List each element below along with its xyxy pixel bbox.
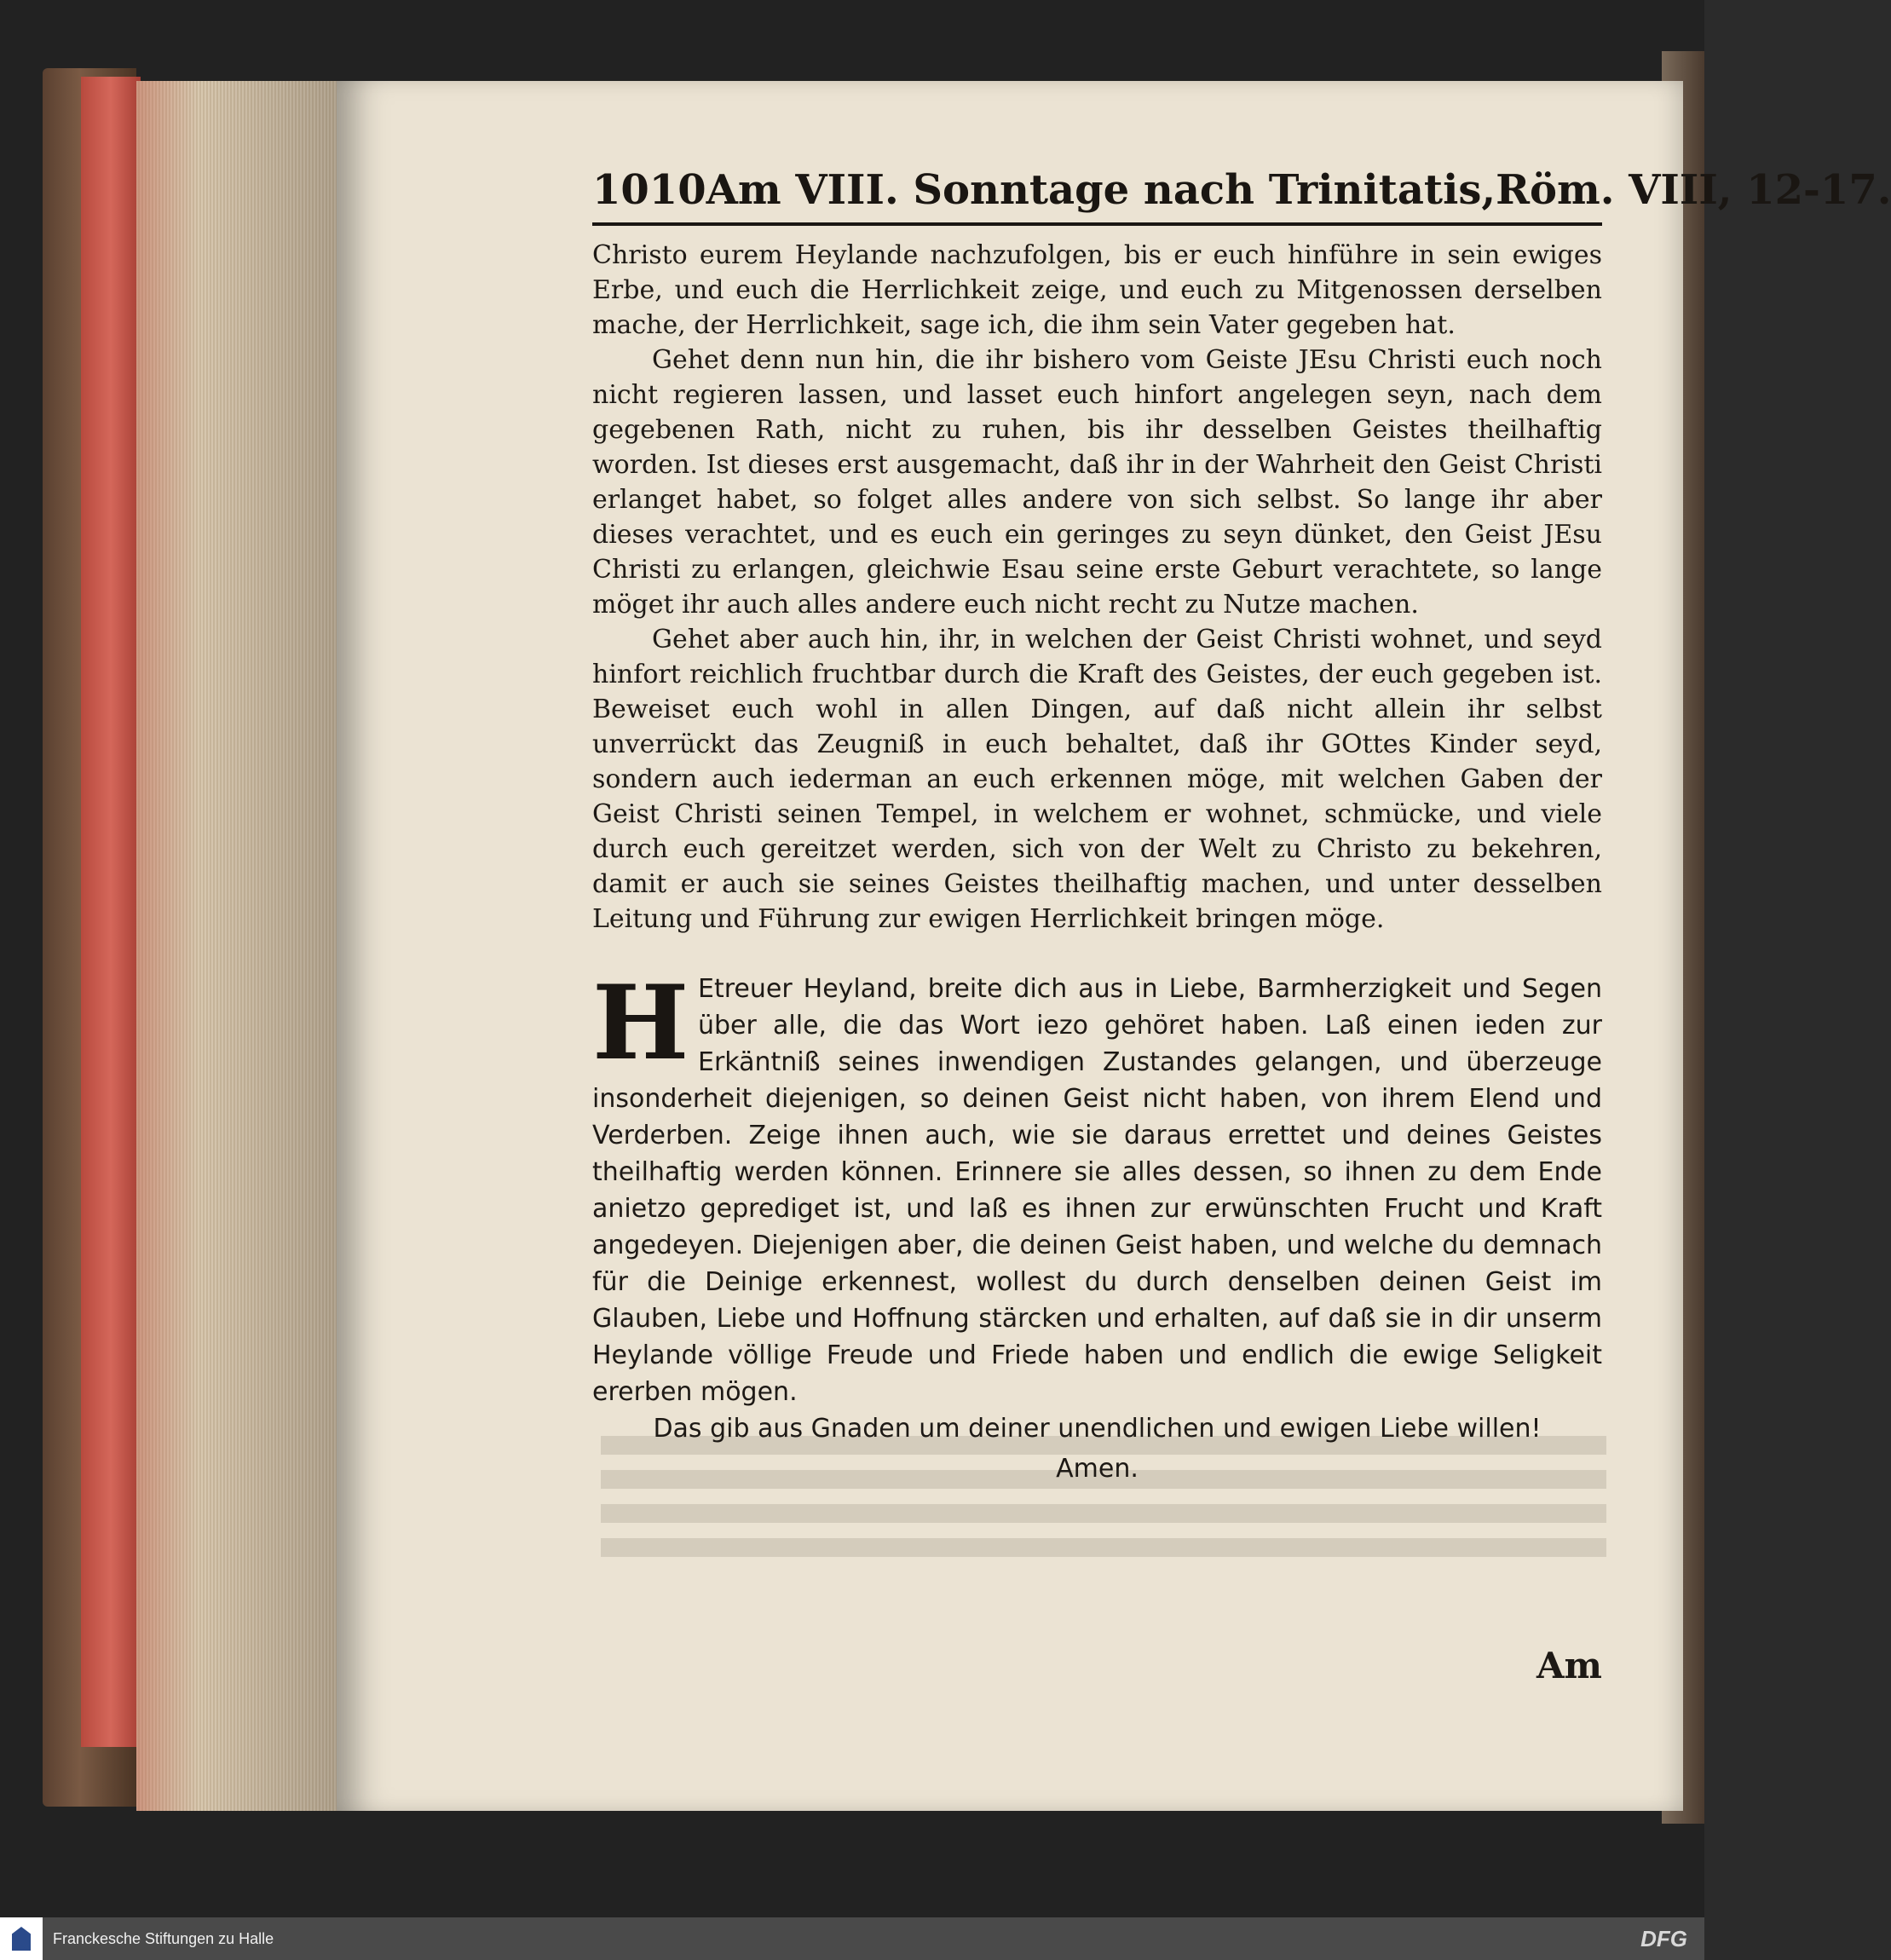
prayer-closing-line: Das gib aus Gnaden um deiner unendlichen und ewigen Liebe willen!	[653, 1414, 1542, 1444]
closing-prayer	[592, 963, 1602, 1410]
decorated-initial: H	[592, 963, 689, 1083]
viewer-footer	[0, 1917, 1704, 1960]
page-block-edge	[136, 81, 341, 1811]
page-edge-red	[81, 77, 141, 1747]
institution-logo-icon	[0, 1917, 43, 1960]
running-header	[592, 166, 1891, 226]
running-title: Am VIII. Sonntage nach Trinitatis,	[706, 166, 1496, 214]
paragraph-exhortation-1: Gehet denn nun hin, die ihr bishero vom Geiste JEsu Christi euch noch nicht regieren lassen, und lasset euch hinfort angelegen seyn, nach dem gegebenen Rath, nicht zu ruhen, bis ihr desselben Geistes theilhaftig worden. Ist dieses erst ausgemacht, daß ihr in der Wahrheit den Geist Christi erlanget habet, so folget alles andere von sich selbst. So lange ihr aber dieses verachtet, und es euch ein geringes zu seyn dünket, den Geist JEsu Christi zu erlangen, gleichwie Esau seine erste Geburt verachtete, so lange möget ihr auch alles andere euch nicht recht zu Nutze machen.	[592, 345, 1602, 620]
catchword: Am	[1536, 1645, 1602, 1686]
amen: Amen.	[1056, 1454, 1139, 1484]
institution-name: Franckesche Stiftungen zu Halle	[53, 1929, 274, 1947]
book-page	[337, 81, 1891, 1811]
page-content	[592, 166, 1891, 1686]
scripture-reference: Röm. VIII, 12-17.	[1496, 166, 1891, 214]
paragraph-exhortation-2: Gehet aber auch hin, ihr, in welchen der Geist Christi wohnet, und seyd hinfort reichlich fruchtbar durch die Kraft des Geistes, der euch gegeben ist. Beweiset euch wohl in allen Dingen, auf daß nicht allein ihr selbst unverrückt das Zeugniß in euch behaltet, daß ihr GOttes Kinder seyd, sondern auch iederman an euch erkennen möge, mit welchen Gaben der Geist Christi seinen Tempel, in welchem er wohnet, schmücke, und viele durch euch gereitzet werden, sich von der Welt zu Christo zu bekehren, damit er auch sie seines Geistes theilhaftig machen, und unter desselben Leitung und Führung zur ewigen Herrlichkeit bringen möge.	[592, 625, 1602, 934]
page-number: 1010	[592, 166, 706, 214]
dfg-logo: DFG	[1640, 1926, 1687, 1951]
sermon-text	[592, 238, 1602, 937]
paragraph-continuation: Christo eurem Heylande nachzufolgen, bis er euch hinführe in sein ewiges Erbe, und euch die Herrlichkeit zeige, und euch zu Mitgenossen derselben mache, der Herrlichkeit, sage ich, die ihm sein Vater gegeben hat.	[592, 240, 1602, 340]
prayer-text: Etreuer Heyland, breite dich aus in Liebe, Barmherzigkeit und Segen über alle, die das Wort iezo gehöret haben. Laß einen ieden zur Erkäntniß seines inwendigen Zustandes gelangen, und überzeuge insonderheit diejenigen, so deinen Geist nicht haben, von ihrem Elend und Verderben. Zeige ihnen auch, wie sie daraus errettet und deines Geistes theilhaftig werden können. Erinnere sie alles dessen, so ihnen zu dem Ende anietzo geprediget ist, und laß es ihnen zur erwünschten Frucht und Kraft angedeyen. Diejenigen aber, die deinen Geist haben, und welche du demnach für die Deinige erkennest, wollest du durch denselben deinen Geist im Glauben, Liebe und Hoffnung stärcken und erhalten, auf daß sie in dir unserm Heylande völlige Freude und Friede haben und endlich die ewige Seligkeit ererben mögen.	[592, 974, 1602, 1407]
